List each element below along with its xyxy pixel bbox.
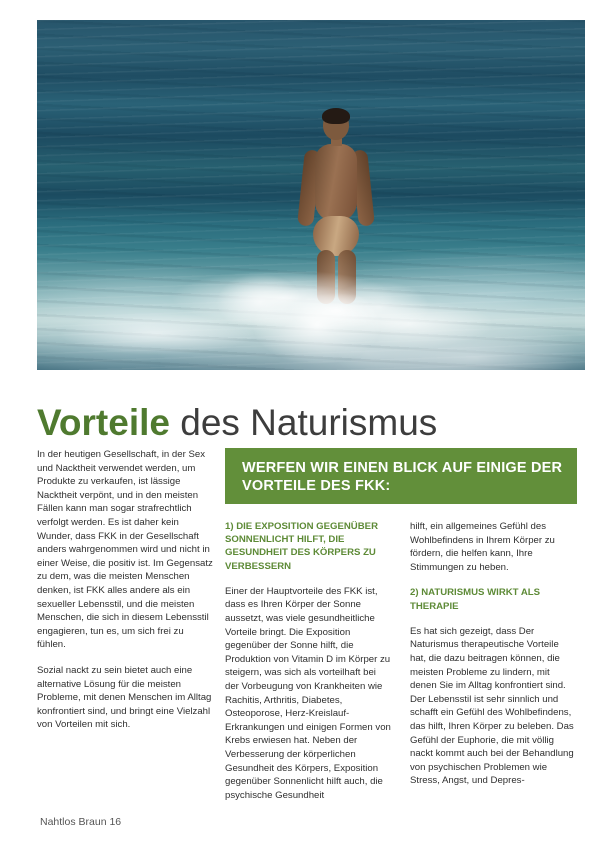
middle-column-heading: 1) DIE EXPOSITION GEGENÜBER SONNENLICHT HILFT, DIE GESUNDHEIT DES KÖRPERS ZU VERBESSERN [225,521,378,572]
highlight-banner [225,448,577,504]
figure-torso [315,144,357,222]
intro-paragraph-2: Sozial nackt zu sein bietet auch eine alternative Lösung für die meisten Probleme, mit denen Menschen im Alltag konfrontiert sind, und bringt eine Vielzahl von Vorteilen mit sich. [37,664,212,731]
hero-photo [37,20,585,370]
figure-hair [322,108,350,124]
highlight-banner-text: WERFEN WIR EINEN BLICK AUF EINIGE DER VORTEILE DES FKK: [242,460,563,494]
right-column-body: Es hat sich gezeigt, dass Der Naturismus therapeutische Vorteile hat, die dazu beitragen können, die meisten Probleme zu lindern, mit denen Sie im Alltag konfrontiert sind. Der Lebensstil ist sehr sinnlich und schafft ein Gefühl des Wohlbefindens, das hilft, Ihren Körper zu beleben. Das Gefühl der Euphorie, die mit völlig nackt kommt auch bei der Behandlung von psychischen Problemen wie Stress, Angst, und Depres- [410,625,574,787]
right-column [410,520,577,800]
middle-column-body: Einer der Hauptvorteile des FKK ist, dass es Ihren Körper der Sonne aussetzt, was viele gesundheitliche Vorteile bringt. Die Exposition gegenüber der Sonne hilft, die Produktion von Vitamin D im Körper zu steigern, was sich als vorteilhaft bei der Vorbeugung von Krankheiten wie Rachitis, Arthritis, Diabetes, Osteoporose, Herz-Kreislauf-Erkrankungen und einigen Formen von Krebs erwiesen hat. Neben der Verbesserung der körperlichen Gesundheit des Körpers, Exposition gegenüber Sonnenlicht hilft auch, die psychische Gesundheit [225,585,391,801]
splash-layer [187,220,447,370]
right-column-heading: 2) NATURISMUS WIRKT ALS THERAPIE [410,587,541,612]
page-title-strong: Vorteile [37,401,170,443]
page-title-rest: des Naturismus [169,401,438,443]
intro-paragraph-1: In der heutigen Gesellschaft, in der Sex und Nacktheit verwendet werden, um Produkte zu verkaufen, ist lässige Nacktheit verpönt, und in den meisten Fällen kann man sogar strafrechtlich verfolgt werden. Es ist daher kein Wunder, dass FKK in der Gesellschaft anders wahrgenommen wird und nicht in einer Weise, die positiv ist. Im Gegensatz zu dem, was die meisten Menschen denken, ist FKK alles andere als ein sexueller Lebensstil, und die meisten Menschen, die sich in diesem Lebensstil engagieren, tun es, um sich frei zu fühlen. [37,449,213,651]
middle-column [225,520,392,814]
intro-column [37,448,213,744]
right-column-continuation: hilft, ein allgemeines Gefühl des Wohlbefindens in Ihrem Körper zu fördern, die helfen kann, Ihre Stimmungen zu heben. [410,521,555,573]
page-footer: Nahtlos Braun 16 [40,816,122,828]
page-title [37,403,577,444]
